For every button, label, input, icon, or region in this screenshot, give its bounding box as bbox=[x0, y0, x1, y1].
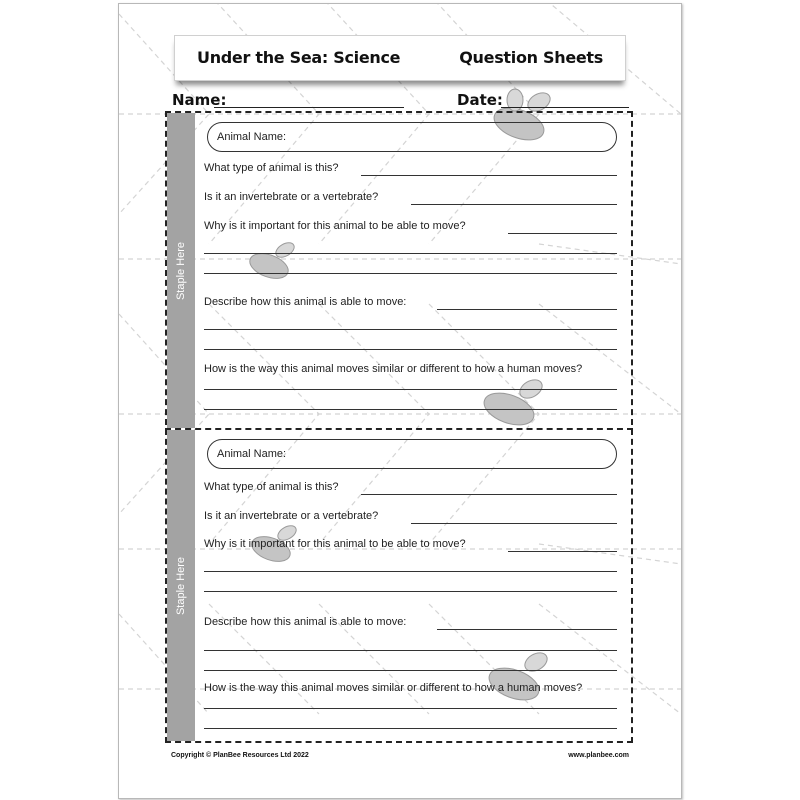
question-card bbox=[195, 430, 631, 741]
staple-strip bbox=[167, 430, 195, 741]
question-vertebrate: Is it an invertebrate or a vertebrate? bbox=[204, 510, 379, 522]
animal-name-label: Animal Name: bbox=[217, 131, 287, 143]
answer-line[interactable] bbox=[411, 523, 617, 524]
question-animal-type: What type of animal is this? bbox=[204, 162, 339, 174]
answer-line[interactable] bbox=[204, 253, 617, 254]
answer-line[interactable] bbox=[204, 728, 617, 729]
worksheet-title: Under the Sea: Science bbox=[197, 48, 401, 67]
copyright-notice: Copyright © PlanBee Resources Ltd 2022 bbox=[171, 752, 309, 759]
date-write-line[interactable] bbox=[501, 107, 629, 108]
staple-strip bbox=[167, 113, 195, 428]
question-animal-type: What type of animal is this? bbox=[204, 481, 339, 493]
question-vertebrate: Is it an invertebrate or a vertebrate? bbox=[204, 191, 379, 203]
animal-name-field[interactable] bbox=[207, 122, 617, 152]
website-link[interactable]: www.planbee.com bbox=[568, 752, 629, 759]
animal-name-field[interactable] bbox=[207, 439, 617, 469]
answer-line[interactable] bbox=[204, 708, 617, 709]
answer-line[interactable] bbox=[204, 329, 617, 330]
answer-line[interactable] bbox=[508, 551, 617, 552]
animal-name-label: Animal Name: bbox=[217, 448, 287, 460]
staple-label: Staple Here bbox=[175, 556, 187, 615]
answer-line[interactable] bbox=[437, 309, 617, 310]
name-label: Name: bbox=[172, 91, 227, 109]
worksheet-page bbox=[118, 3, 682, 799]
question-comparison: How is the way this animal moves similar or different to how a human moves? bbox=[204, 363, 583, 375]
answer-line[interactable] bbox=[204, 273, 617, 274]
title-banner bbox=[174, 35, 626, 81]
question-movement: Describe how this animal is able to move: bbox=[204, 616, 407, 628]
answer-line[interactable] bbox=[411, 204, 617, 205]
answer-line[interactable] bbox=[204, 591, 617, 592]
worksheet-subtitle: Question Sheets bbox=[459, 48, 603, 67]
question-card bbox=[195, 113, 631, 428]
answer-line[interactable] bbox=[361, 175, 617, 176]
question-movement: Describe how this animal is able to move: bbox=[204, 296, 407, 308]
question-importance: Why is it important for this animal to be able to move? bbox=[204, 220, 466, 232]
date-label: Date: bbox=[457, 91, 503, 109]
name-write-line[interactable] bbox=[214, 107, 404, 108]
answer-line[interactable] bbox=[204, 409, 617, 410]
answer-line[interactable] bbox=[204, 349, 617, 350]
answer-line[interactable] bbox=[508, 233, 617, 234]
question-importance: Why is it important for this animal to be able to move? bbox=[204, 538, 466, 550]
answer-line[interactable] bbox=[204, 650, 617, 651]
answer-line[interactable] bbox=[204, 389, 617, 390]
answer-line[interactable] bbox=[204, 670, 617, 671]
answer-line[interactable] bbox=[437, 629, 617, 630]
question-comparison: How is the way this animal moves similar or different to how a human moves? bbox=[204, 682, 583, 694]
answer-line[interactable] bbox=[204, 571, 617, 572]
staple-label: Staple Here bbox=[175, 241, 187, 300]
answer-line[interactable] bbox=[361, 494, 617, 495]
